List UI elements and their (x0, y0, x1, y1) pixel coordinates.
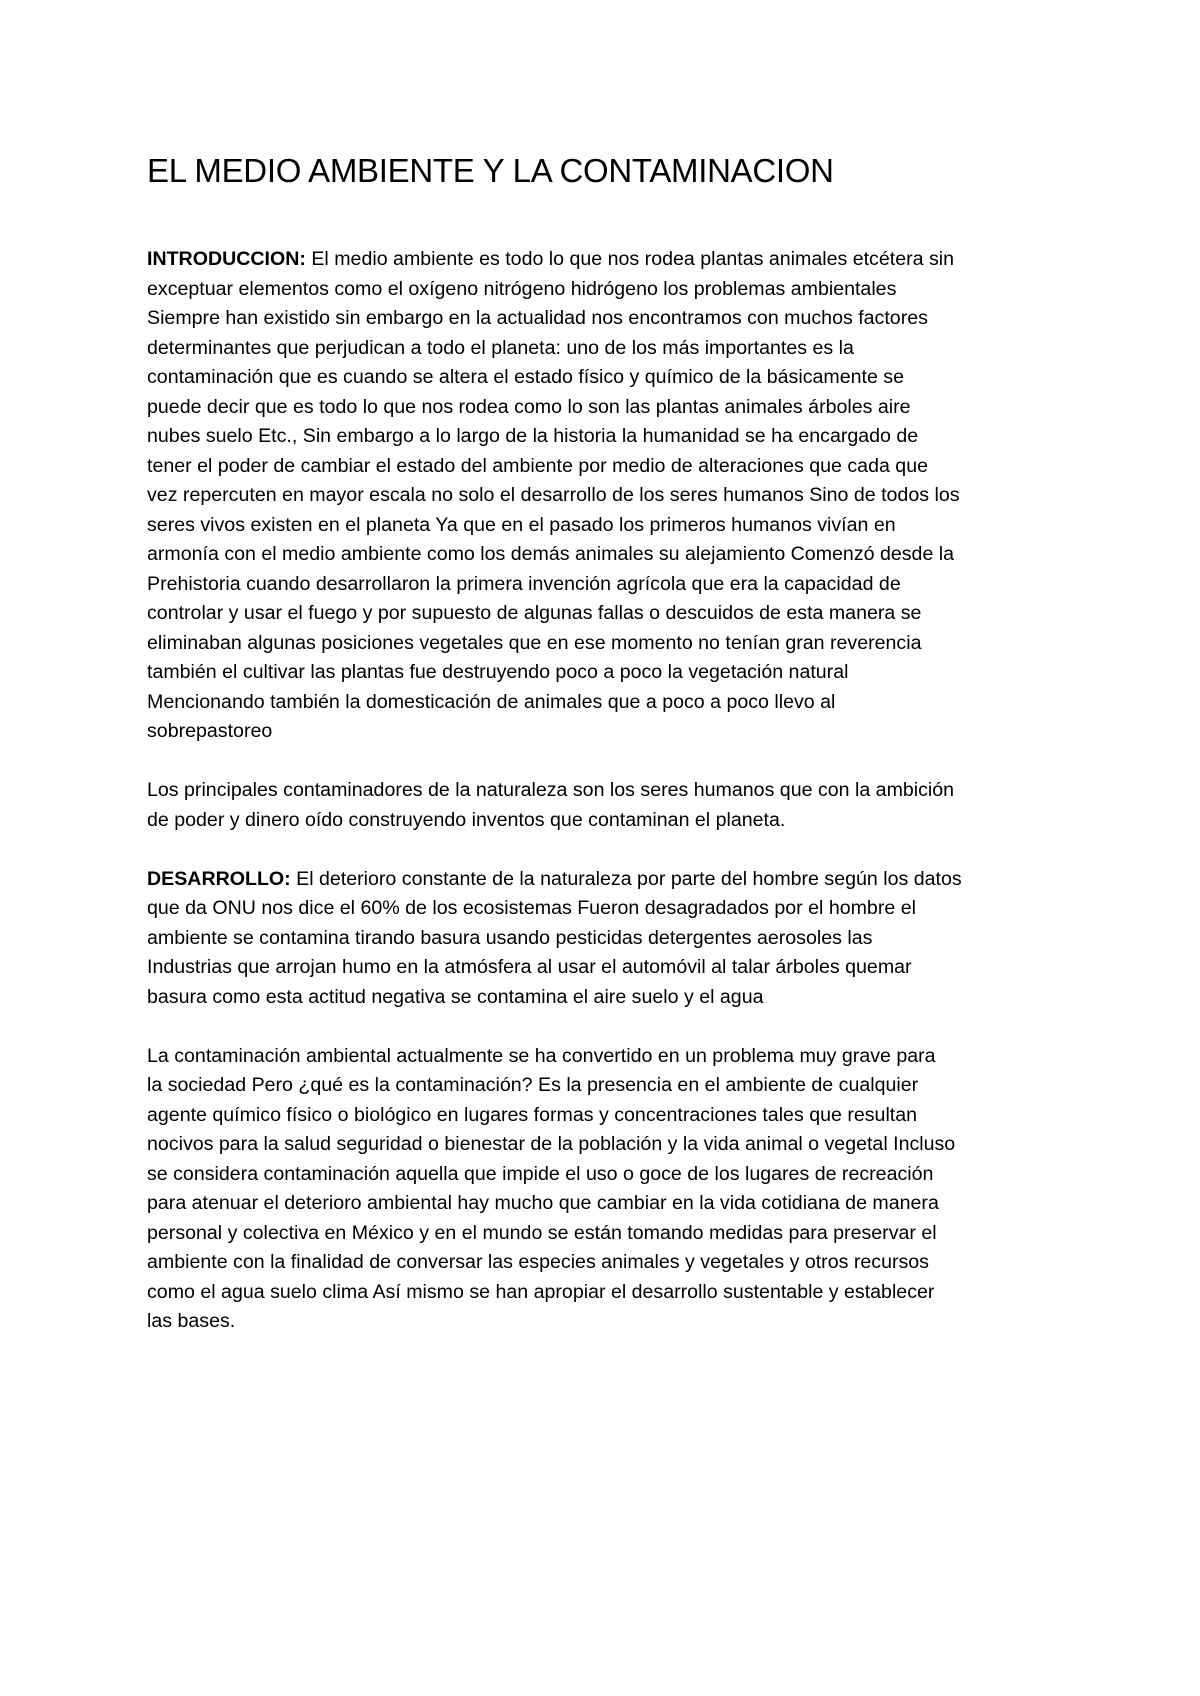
text-line (147, 924, 1067, 954)
text-line (147, 1189, 1067, 1219)
line-text: seres vivos existen en el planeta Ya que en el pasado los primeros humanos vivían en (147, 513, 896, 536)
line-text: para atenuar el deterioro ambiental hay mucho que cambiar en la vida cotidiana de manera (147, 1192, 939, 1214)
text-line (147, 1101, 1067, 1131)
line-text: la sociedad Pero ¿qué es la contaminación? Es la presencia en el ambiente de cualquier (147, 1074, 919, 1096)
section-label: INTRODUCCION: (147, 248, 306, 270)
text-line (147, 658, 1067, 688)
line-text: sobrepastoreo (147, 720, 273, 742)
line-text: armonía con el medio ambiente como los demás animales su alejamiento Comenzó desde la (147, 543, 955, 565)
paragraph-spacer (147, 835, 1067, 865)
text-line (147, 481, 1067, 511)
text-line (147, 629, 1067, 659)
paragraph (147, 1042, 1067, 1337)
text-line (147, 304, 1067, 334)
text-line (147, 422, 1067, 452)
text-line (147, 393, 1067, 423)
line-text: tener el poder de cambiar el estado del ambiente por medio de alteraciones que cada que (147, 454, 928, 477)
line-text: ambiente con la finalidad de conversar las especies animales y vegetales y otros recursos (147, 1251, 929, 1273)
paragraph (147, 245, 1067, 747)
line-text: basura como esta actitud negativa se contamina el aire suelo y el agua (147, 985, 764, 1008)
line-text: El deterioro constante de la naturaleza por parte del hombre según los datos (290, 867, 962, 890)
line-text: Siempre han existido sin embargo en la actualidad nos encontramos con muchos factores (147, 307, 928, 329)
line-text: eliminaban algunas posiciones vegetales que en ese momento no tenían gran reverencia (147, 631, 922, 654)
text-line (147, 1071, 1067, 1101)
line-text: también el cultivar las plantas fue destruyendo poco a poco la vegetación natural (147, 661, 849, 683)
text-line (147, 1130, 1067, 1160)
text-line (147, 570, 1067, 600)
line-text: vez repercuten en mayor escala no solo el desarrollo de los seres humanos Sino de todos los (147, 484, 960, 506)
text-line (147, 1160, 1067, 1190)
text-line (147, 245, 1067, 275)
line-text: que da ONU nos dice el 60% de los ecosistemas Fueron desagradados por el hombre el (147, 897, 916, 919)
line-text: las bases. (147, 1310, 236, 1332)
document-body (147, 245, 1067, 1337)
text-line (147, 806, 1067, 836)
line-text: La contaminación ambiental actualmente se ha convertido en un problema muy grave para (147, 1044, 936, 1067)
line-text: Industrias que arrojan humo en la atmósfera al usar el automóvil al talar árboles quemar (147, 956, 912, 978)
line-text: se considera contaminación aquella que impide el uso o goce de los lugares de recreación (147, 1162, 934, 1185)
text-line (147, 599, 1067, 629)
line-text: como el agua suelo clima Así mismo se han apropiar el desarrollo sustentable y establecer (147, 1280, 935, 1303)
text-line (147, 275, 1067, 305)
paragraph (147, 776, 1067, 835)
line-text: El medio ambiente es todo lo que nos rodea plantas animales etcétera sin (305, 248, 954, 270)
text-line (147, 983, 1067, 1013)
line-text: Los principales contaminadores de la naturaleza son los seres humanos que con la ambición (147, 779, 955, 801)
text-line (147, 1307, 1067, 1337)
line-text: exceptuar elementos como el oxígeno nitrógeno hidrógeno los problemas ambientales (147, 277, 897, 300)
line-text: nubes suelo Etc., Sin embargo a lo largo de la historia la humanidad se ha encargado de (147, 425, 919, 447)
line-text: Mencionando también la domesticación de animales que a poco a poco llevo al (147, 690, 836, 713)
section-label: DESARROLLO: (147, 867, 291, 890)
line-text: de poder y dinero oído construyendo inventos que contaminan el planeta. (147, 808, 786, 831)
text-line (147, 1248, 1067, 1278)
text-line (147, 953, 1067, 983)
document-title: EL MEDIO AMBIENTE Y LA CONTAMINACION (147, 152, 834, 189)
paragraph-spacer (147, 1012, 1067, 1042)
text-line (147, 717, 1067, 747)
text-line (147, 894, 1067, 924)
line-text: nocivos para la salud seguridad o bienestar de la población y la vida animal o vegetal Incluso (147, 1133, 956, 1155)
text-line (147, 865, 1067, 895)
text-line (147, 334, 1067, 364)
line-text: personal y colectiva en México y en el mundo se están tomando medidas para preservar el (147, 1221, 937, 1244)
line-text: puede decir que es todo lo que nos rodea como lo son las plantas animales árboles aire (147, 395, 911, 418)
text-line (147, 363, 1067, 393)
text-line (147, 452, 1067, 482)
text-line (147, 1042, 1067, 1072)
line-text: determinantes que perjudican a todo el planeta: uno de los más importantes es la (147, 336, 854, 359)
text-line (147, 1219, 1067, 1249)
line-text: controlar y usar el fuego y por supuesto de algunas fallas o descuidos de esta manera se (147, 602, 922, 624)
line-text: ambiente se contamina tirando basura usando pesticidas detergentes aerosoles las (147, 926, 873, 949)
paragraph-spacer (147, 747, 1067, 777)
line-text: contaminación que es cuando se altera el estado físico y químico de la básicamente se (147, 366, 904, 388)
text-line (147, 1278, 1067, 1308)
text-line (147, 776, 1067, 806)
text-line (147, 540, 1067, 570)
line-text: Prehistoria cuando desarrollaron la primera invención agrícola que era la capacidad de (147, 572, 901, 595)
text-line (147, 511, 1067, 541)
text-line (147, 688, 1067, 718)
line-text: agente químico físico o biológico en lugares formas y concentraciones tales que resultan (147, 1103, 918, 1126)
paragraph (147, 865, 1067, 1013)
